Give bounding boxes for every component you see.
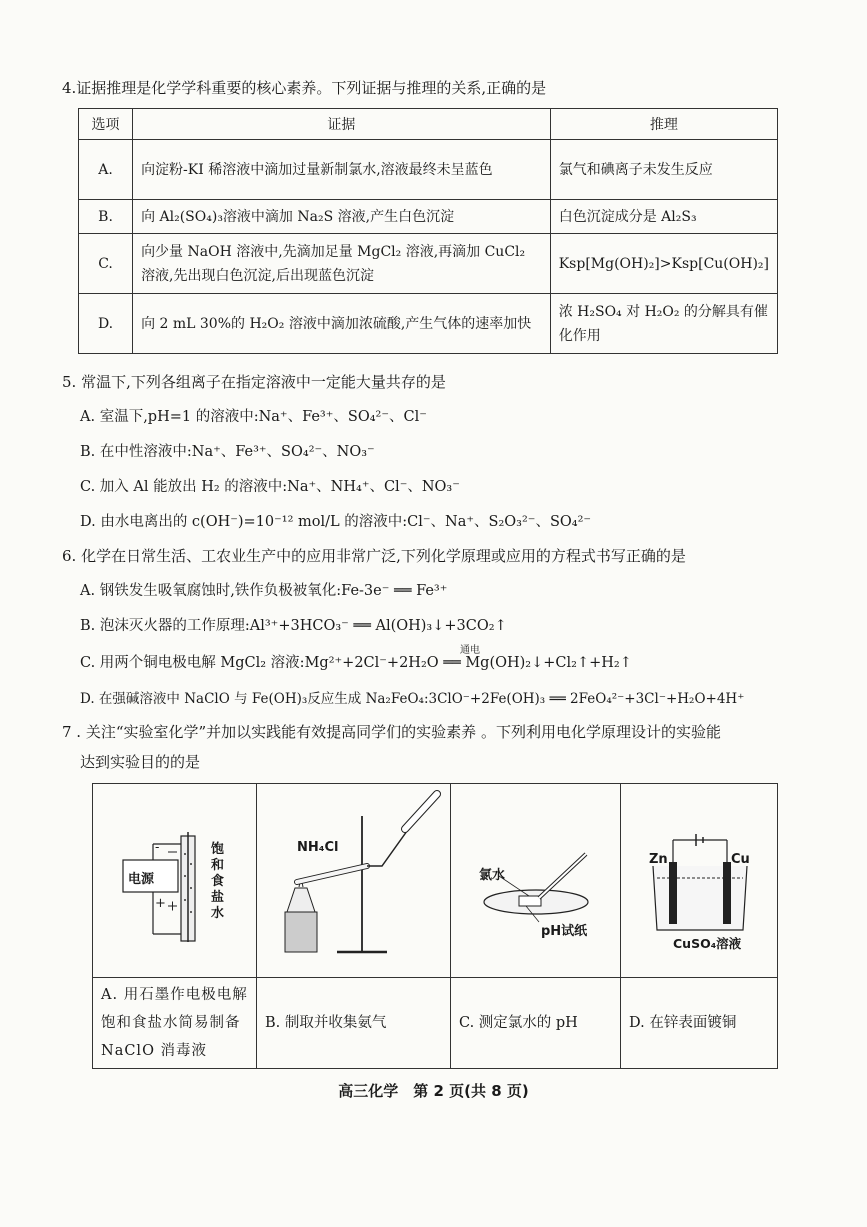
apparatus-d bbox=[621, 784, 777, 977]
q7-stem-line2: 达到实验目的的是 bbox=[80, 753, 201, 771]
table-row bbox=[79, 294, 778, 354]
q6-option-d: D. 在强碱溶液中 NaClO 与 Fe(OH)₃反应生成 Na₂FeO₄:3ClO⁻+2Fe(OH)₃ ══ 2FeO₄²⁻+3Cl⁻+H₂O+4H⁺ bbox=[80, 691, 745, 707]
plus-terminal-label: + bbox=[155, 896, 166, 911]
row-option: D. bbox=[79, 294, 133, 354]
table-row bbox=[79, 200, 778, 234]
row-reasoning: 浓 H₂SO₄ 对 H₂O₂ 的分解具有催化作用 bbox=[550, 294, 777, 354]
q6-option-b: B. 泡沫灭火器的工作原理:Al³⁺+3HCO₃⁻ ══ Al(OH)₃↓+3CO₂↑ bbox=[80, 618, 507, 634]
q5-option-c: C. 加入 Al 能放出 H₂ 的溶液中:Na⁺、NH₄⁺、Cl⁻、NO₃⁻ bbox=[80, 479, 460, 495]
apparatus-b bbox=[257, 784, 451, 977]
q5-stem: 5. 常温下,下列各组离子在指定溶液中一定能大量共存的是 bbox=[62, 373, 446, 391]
header-option: 选项 bbox=[79, 109, 133, 140]
electrolysis-apparatus-diagram bbox=[93, 784, 256, 977]
table-header-row bbox=[79, 109, 778, 140]
power-source-label: 电源 bbox=[128, 872, 155, 887]
table-row bbox=[79, 140, 778, 200]
nh4cl-label: NH₄Cl bbox=[297, 840, 339, 855]
q5-option-b: B. 在中性溶液中:Na⁺、Fe³⁺、SO₄²⁻、NO₃⁻ bbox=[80, 444, 375, 460]
q6-option-a: A. 钢铁发生吸氧腐蚀时,铁作负极被氧化:Fe-3e⁻ ══ Fe³⁺ bbox=[80, 583, 448, 599]
zn-electrode-label: Zn bbox=[649, 852, 668, 867]
header-reasoning: 推理 bbox=[550, 109, 777, 140]
caption-b: B. 制取并收集氨气 bbox=[257, 978, 451, 1068]
caption-c: C. 测定氯水的 pH bbox=[451, 978, 621, 1068]
q5-option-a: A. 室温下,pH=1 的溶液中:Na⁺、Fe³⁺、SO₄²⁻、Cl⁻ bbox=[80, 409, 427, 425]
page-footer: 高三化学 第 2 页(共 8 页) bbox=[338, 1082, 529, 1100]
caption-d: D. 在锌表面镀铜 bbox=[629, 1015, 737, 1031]
row-reasoning: 白色沉淀成分是 Al₂S₃ bbox=[550, 200, 777, 234]
row-reasoning: Ksp[Mg(OH)₂]>Ksp[Cu(OH)₂] bbox=[550, 234, 777, 294]
row-evidence: 向 Al₂(SO₄)₃溶液中滴加 Na₂S 溶液,产生白色沉淀 bbox=[133, 200, 551, 234]
q6-stem: 6. 化学在日常生活、工农业生产中的应用非常广泛,下列化学原理或应用的方程式书写正确的是 bbox=[62, 547, 686, 565]
q4-stem: 4.证据推理是化学学科重要的核心素养。下列证据与推理的关系,正确的是 bbox=[62, 79, 547, 97]
saturated-brine-label: 饱和食盐水 bbox=[211, 842, 225, 921]
cuso4-solution-label: CuSO₄溶液 bbox=[673, 936, 742, 951]
row-option: C. bbox=[79, 234, 133, 294]
apparatus-a bbox=[93, 784, 257, 977]
q7-stem-line1: 7 . 关注“实验室化学”并加以实践能有效提高同学们的实验素养 。下列利用电化学原理设计的实验能 bbox=[62, 723, 721, 741]
row-option: B. bbox=[79, 200, 133, 234]
header-evidence: 证据 bbox=[133, 109, 551, 140]
q5-option-d: D. 由水电离出的 c(OH⁻)=10⁻¹² mol/L 的溶液中:Cl⁻、Na⁺、S₂O₃²⁻、SO₄²⁻ bbox=[80, 514, 592, 530]
chlorine-water-label: 氯水 bbox=[479, 868, 506, 883]
caption-a: A. 用石墨作电极电解饱和食盐水简易制备 NaClO 消毒液 bbox=[93, 978, 257, 1068]
table-row bbox=[79, 234, 778, 294]
q6-option-c: C. 用两个铜电极电解 MgCl₂ 溶液:Mg²⁺+2Cl⁻+2H₂O ══ Mg(OH)₂↓+Cl₂↑+H₂↑ bbox=[80, 655, 632, 671]
row-option: A. bbox=[79, 140, 133, 200]
caption-row bbox=[93, 977, 777, 1068]
electrolysis-condition: 通电 bbox=[460, 645, 480, 656]
apparatus-c bbox=[451, 784, 621, 977]
cu-electrode-label: Cu bbox=[731, 852, 750, 867]
row-evidence: 向少量 NaOH 溶液中,先滴加足量 MgCl₂ 溶液,再滴加 CuCl₂ 溶液,先出现白色沉淀,后出现蓝色沉淀 bbox=[133, 234, 551, 294]
ph-paper-label: pH试纸 bbox=[541, 924, 588, 939]
ammonia-apparatus-diagram bbox=[257, 784, 450, 977]
row-evidence: 向淀粉-KI 稀溶液中滴加过量新制氯水,溶液最终未呈蓝色 bbox=[133, 140, 551, 200]
minus-terminal-label: - bbox=[155, 840, 160, 855]
evidence-table bbox=[78, 108, 778, 354]
row-reasoning: 氯气和碘离子未发生反应 bbox=[550, 140, 777, 200]
ph-test-diagram bbox=[451, 784, 620, 977]
experiment-grid bbox=[92, 783, 778, 1069]
row-evidence: 向 2 mL 30%的 H₂O₂ 溶液中滴加浓硫酸,产生气体的速率加快 bbox=[133, 294, 551, 354]
